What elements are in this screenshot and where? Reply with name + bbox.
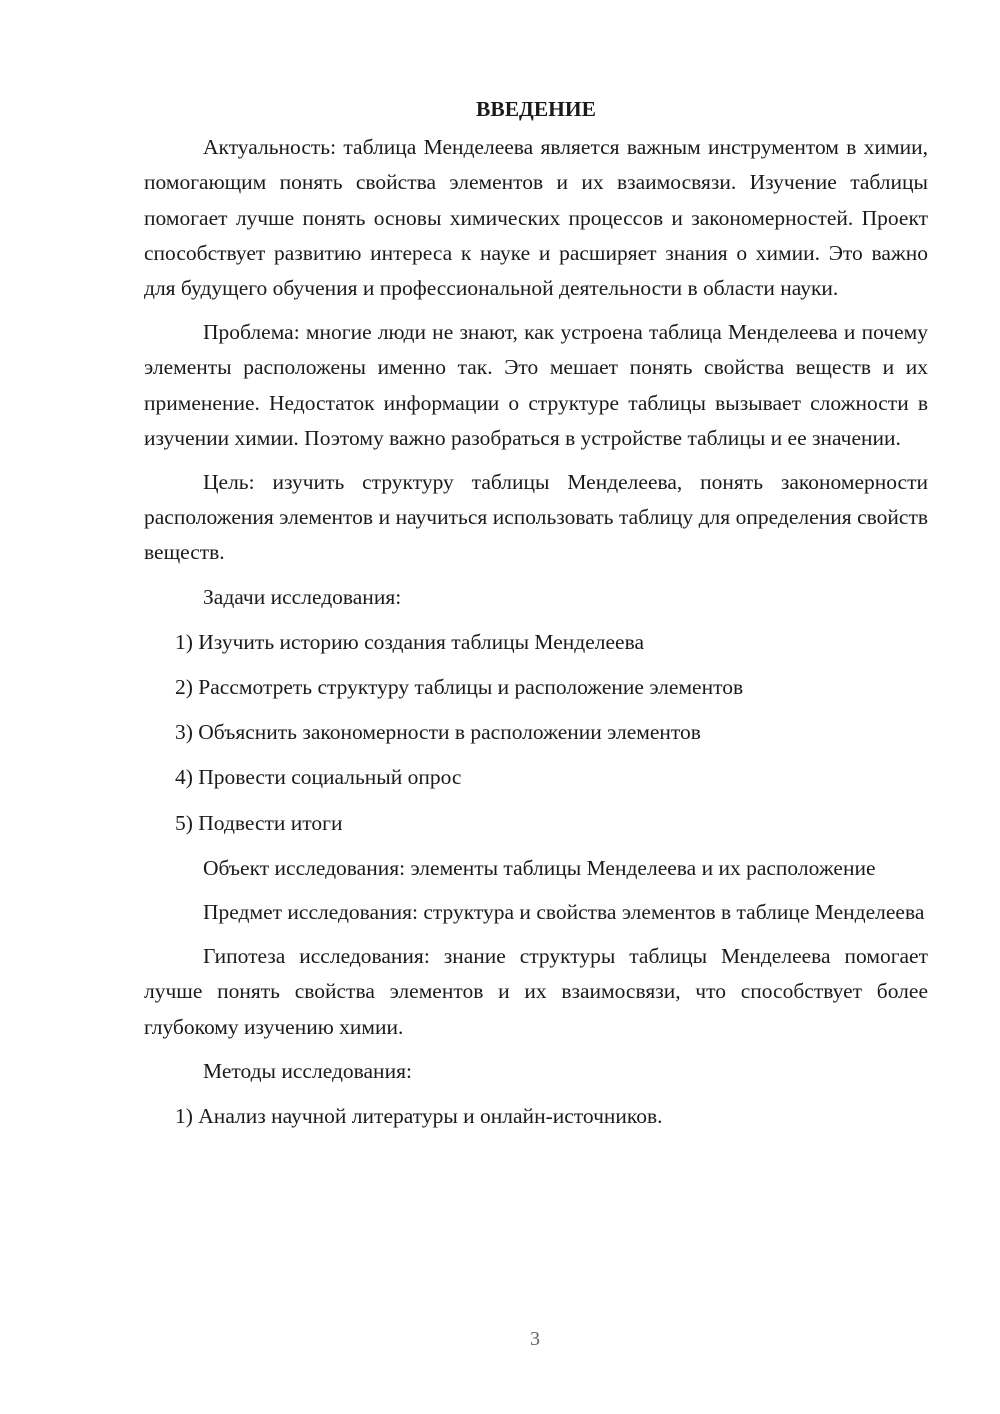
- hypothesis-paragraph: Гипотеза исследования: знание структуры таблицы Менделеева помогает лучше понять свойства элементов и их взаимосвязи, что способствует более глубокому изучению химии.: [144, 944, 928, 1039]
- tasks-label: Задачи исследования:: [203, 584, 402, 609]
- object-paragraph: Объект исследования: элементы таблицы Менделеева и их расположение: [203, 855, 876, 880]
- section-heading: ВВЕДЕНИЕ: [476, 97, 596, 121]
- relevance-paragraph: Актуальность: таблица Менделеева является важным инструментом в химии, помогающим понять свойства элементов и их взаимосвязи. Изучение таблицы помогает лучше понять основы химических процессов и закономерностей. Проект способствует развитию интереса к науке и расширяет знания о химии. Это важно для будущего обучения и профессиональной деятельности в области науки.: [144, 135, 928, 301]
- list-item: 5) Подвести итоги: [175, 810, 343, 835]
- list-item: 1) Изучить историю создания таблицы Менделеева: [175, 629, 645, 654]
- tasks-list: [144, 625, 928, 841]
- subject-paragraph: Предмет исследования: структура и свойства элементов в таблице Менделеева: [203, 900, 925, 925]
- page-number: 3: [530, 1328, 540, 1350]
- list-item: 2) Рассмотреть структуру таблицы и расположение элементов: [175, 675, 744, 700]
- methods-label: Методы исследования:: [203, 1058, 412, 1083]
- page-content: [144, 92, 928, 1144]
- problem-paragraph: Проблема: многие люди не знают, как устроена таблица Менделеева и почему элементы расположены именно так. Это мешает понять свойства веществ и их применение. Недостаток информации о структуре таблицы вызывает сложности в изучении химии. Поэтому важно разобраться в устройстве таблицы и ее значении.: [144, 320, 928, 450]
- list-item: 4) Провести социальный опрос: [175, 765, 462, 790]
- goal-paragraph: Цель: изучить структуру таблицы Менделеева, понять закономерности расположения элементов и научиться использовать таблицу для определения свойств веществ.: [144, 470, 928, 565]
- list-item: 1) Анализ научной литературы и онлайн-источников.: [175, 1104, 663, 1129]
- methods-list: [144, 1099, 928, 1134]
- list-item: 3) Объяснить закономерности в расположении элементов: [175, 720, 701, 745]
